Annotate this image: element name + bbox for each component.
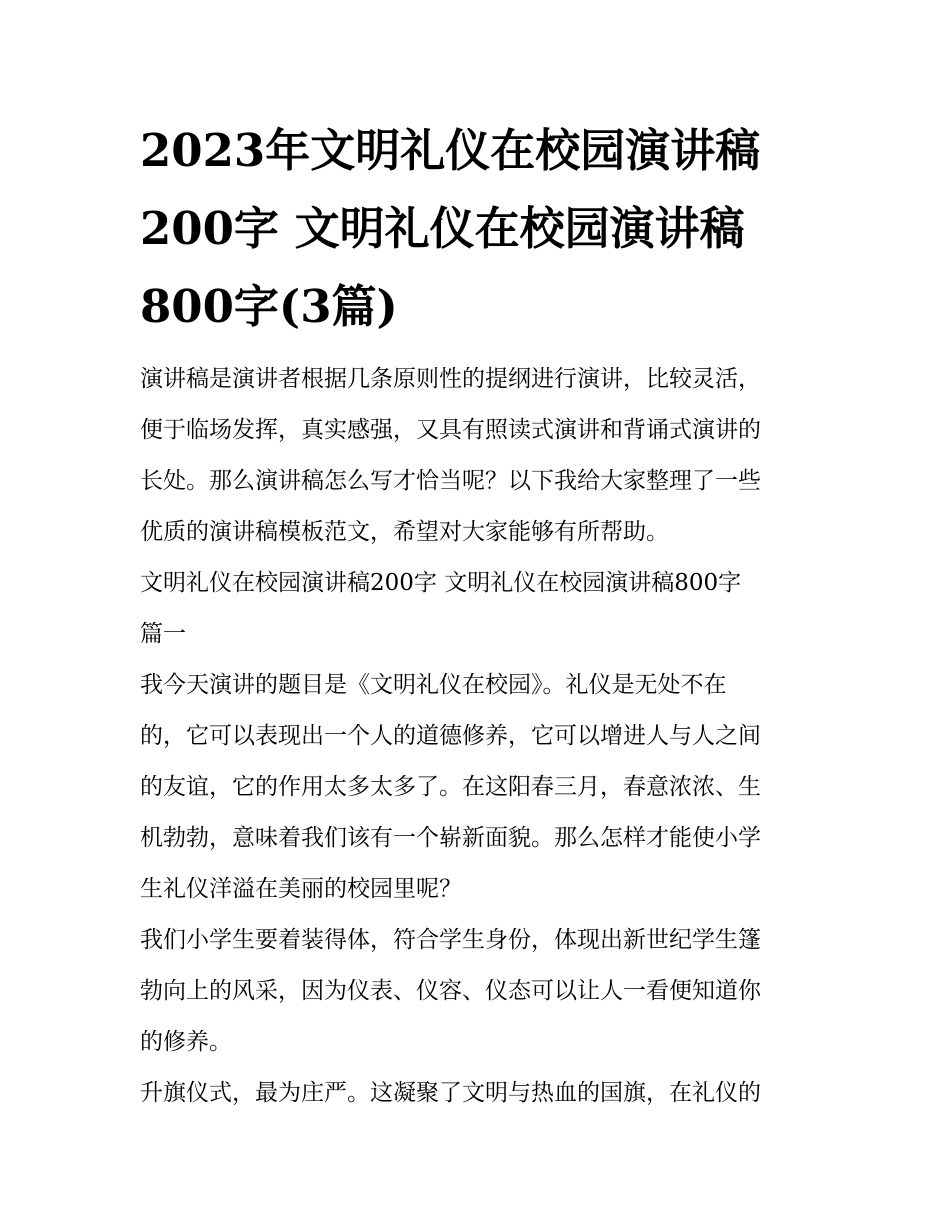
section-heading-line-2: 篇一 [140,621,186,647]
paragraph-line-2: 的，它可以表现出一个人的道德修养，它可以增进人与人之间 [140,723,761,749]
paragraph-line-9: 升旗仪式，最为庄严。这凝聚了文明与热血的国旗，在礼仪的 [140,1080,761,1106]
intro-line-2: 便于临场发挥，真实感强，又具有照读式演讲和背诵式演讲的 [140,417,761,443]
paragraph-line-3: 的友谊，它的作用太多太多了。在这阳春三月，春意浓浓、生 [140,774,761,800]
section-heading-line-1: 文明礼仪在校园演讲稿200字 文明礼仪在校园演讲稿800字 [140,570,742,596]
document-title-line-3: 800字(3篇) [140,280,398,333]
paragraph-line-5: 生礼仪洋溢在美丽的校园里呢？ [140,876,462,902]
document-title-line-2: 200字 文明礼仪在校园演讲稿 [140,202,745,255]
paragraph-line-7: 勃向上的风采，因为仪表、仪容、仪态可以让人一看便知道你 [140,978,761,1004]
intro-line-4: 优质的演讲稿模板范文，希望对大家能够有所帮助。 [140,519,669,545]
document-title-line-1: 2023年文明礼仪在校园演讲稿 [140,124,761,177]
intro-line-1: 演讲稿是演讲者根据几条原则性的提纲进行演讲，比较灵活， [140,366,761,392]
intro-line-3: 长处。那么演讲稿怎么写才恰当呢？以下我给大家整理了一些 [140,468,761,494]
paragraph-line-6: 我们小学生要着装得体，符合学生身份，体现出新世纪学生篷 [140,927,761,953]
paragraph-line-1: 我今天演讲的题目是《文明礼仪在校园》。礼仪是无处不在 [140,672,727,698]
paragraph-line-8: 的修养。 [140,1029,232,1055]
paragraph-line-4: 机勃勃，意味着我们该有一个崭新面貌。那么怎样才能使小学 [140,825,761,851]
